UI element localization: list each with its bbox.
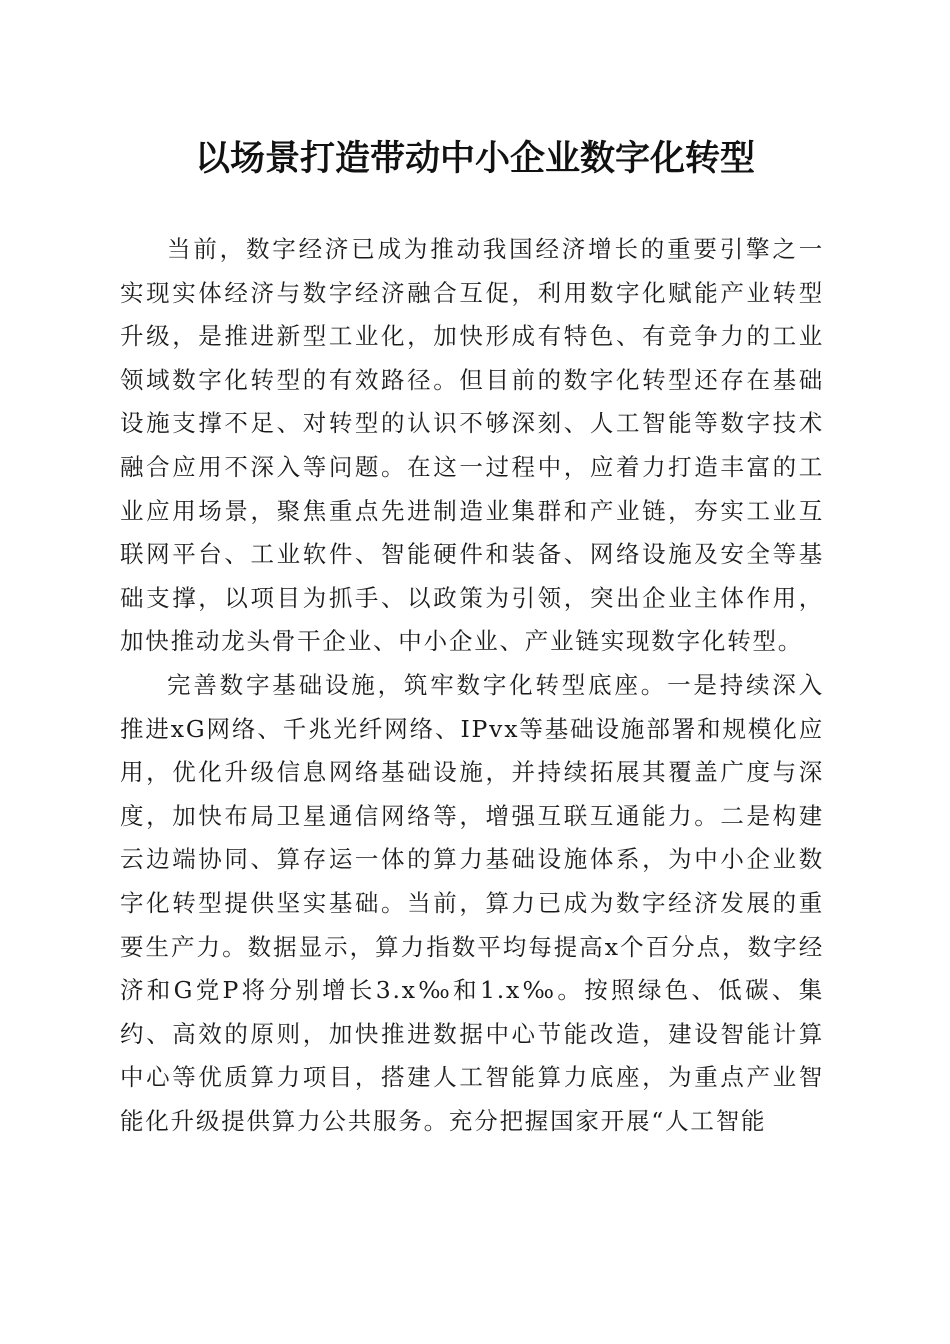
document-body — [120, 228, 824, 1143]
document-title: 以场景打造带动中小企业数字化转型 — [194, 138, 755, 179]
paragraph-intro: 当前，数字经济已成为推动我国经济增长的重要引擎之一实现实体经济与数字经济融合互促，利用数字化赋能产业转型升级，是推进新型工业化，加快形成有特色、有竞争力的工业领域数字化转型的有效路径。但目前的数字化转型还存在基础设施支撑不足、对转型的认识不够深刻、人工智能等数字技术融合应用不深入等问题。在这一过程中，应着力打造丰富的工业应用场景，聚焦重点先进制造业集群和产业链，夯实工业互联网平台、工业软件、智能硬件和装备、网络设施及安全等基础支撑，以项目为抓手、以政策为引领，突出企业主体作用，加快推动龙头骨干企业、中小企业、产业链实现数字化转型。 — [120, 235, 824, 656]
paragraph-digital-infrastructure: 完善数字基础设施，筑牢数字化转型底座。一是持续深入推进xG网络、千兆光纤网络、IPvx等基础设施部署和规模化应用，优化升级信息网络基础设施，并持续拓展其覆盖广度与深度，加快布局卫星通信网络等，增强互联互通能力。二是构建云边端协同、算存运一体的算力基础设施体系，为中小企业数字化转型提供坚实基础。当前，算力已成为数字经济发展的重要生产力。数据显示，算力指数平均每提高x个百分点，数字经济和G党P将分别增长3.x‰和1.x‰。按照绿色、低碳、集约、高效的原则，加快推进数据中心节能改造，建设智能计算中心等优质算力项目，搭建人工智能算力底座，为重点产业智能化升级提供算力公共服务。充分把握国家开展“人工智能 — [120, 670, 824, 1135]
